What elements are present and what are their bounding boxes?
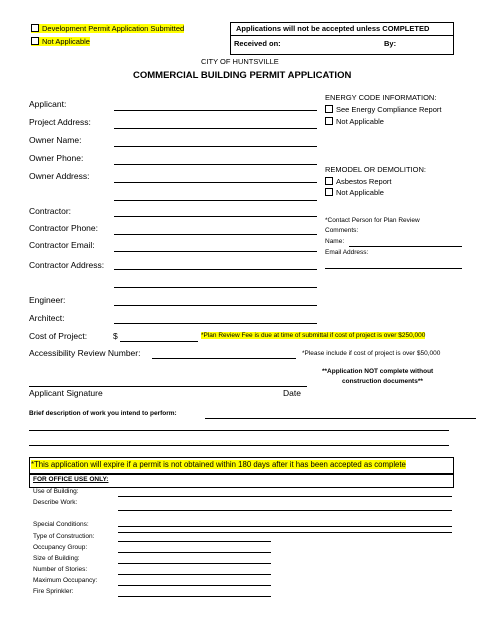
not-applicable-checkbox-row[interactable]: [31, 37, 90, 46]
special-conditions-label: Special Conditions:: [33, 521, 89, 528]
contractor-field[interactable]: [114, 216, 317, 217]
size-of-building-label: Size of Building:: [33, 555, 80, 562]
development-permit-label: Development Permit Application Submitted: [42, 24, 185, 33]
comments-label: Comments:: [325, 227, 359, 234]
occupancy-group-field[interactable]: [118, 552, 271, 553]
contractor-address-field-2[interactable]: [114, 287, 317, 288]
description-line-2[interactable]: [29, 430, 449, 431]
owner-phone-field[interactable]: [114, 164, 317, 165]
dollar-sign: $: [113, 331, 118, 341]
accessibility-label: Accessibility Review Number:: [29, 348, 141, 358]
remodel-option-na[interactable]: Not Applicable: [325, 188, 384, 197]
fire-sprinkler-field[interactable]: [118, 596, 271, 597]
owner-address-label: Owner Address:: [29, 171, 90, 181]
applicant-label: Applicant:: [29, 99, 67, 109]
occupancy-group-label: Occupancy Group:: [33, 544, 88, 551]
remodel-option-asbestos[interactable]: Asbestos Report: [325, 177, 391, 186]
cost-label: Cost of Project:: [29, 331, 88, 341]
project-address-field[interactable]: [114, 128, 317, 129]
type-of-construction-label: Type of Construction:: [33, 533, 95, 540]
not-applicable-label: Not Applicable: [42, 37, 90, 46]
special-conditions-field[interactable]: [118, 532, 452, 533]
energy-option-report[interactable]: See Energy Compliance Report: [325, 105, 441, 114]
plan-review-fee-note: *Plan Review Fee is due at time of submittal if cost of project is over $250,000: [201, 332, 426, 339]
description-field[interactable]: [205, 418, 476, 419]
use-of-building-field[interactable]: [118, 496, 452, 497]
owner-name-field[interactable]: [114, 146, 317, 147]
accessibility-note: *Please include if cost of project is over $50,000: [302, 350, 441, 357]
owner-name-label: Owner Name:: [29, 135, 82, 145]
contact-title: *Contact Person for Plan Review: [325, 217, 420, 224]
project-address-label: Project Address:: [29, 117, 91, 127]
engineer-label: Engineer:: [29, 295, 66, 305]
checkbox-icon[interactable]: [325, 188, 333, 196]
contact-name-field[interactable]: [349, 246, 462, 247]
checkbox-icon[interactable]: [325, 105, 333, 113]
use-of-building-label: Use of Building:: [33, 488, 79, 495]
divider: [230, 35, 453, 36]
size-of-building-field[interactable]: [118, 563, 271, 564]
contractor-email-label: Contractor Email:: [29, 240, 95, 250]
fire-sprinkler-label: Fire Sprinkler:: [33, 588, 74, 595]
development-permit-checkbox-row[interactable]: [31, 24, 184, 33]
contact-email-field[interactable]: [325, 268, 462, 269]
engineer-field[interactable]: [114, 305, 317, 306]
expire-notice: *This application will expire if a permit is not obtained within 180 days after it has been accepted as complete: [31, 460, 406, 469]
describe-work-field-2[interactable]: [118, 526, 452, 527]
completed-notice: Applications will not be accepted unless COMPLETED: [236, 24, 430, 33]
owner-address-field-2[interactable]: [114, 200, 317, 201]
describe-work-label: Describe Work:: [33, 499, 78, 506]
remodel-title: REMODEL OR DEMOLITION:: [325, 165, 426, 174]
checkbox-icon[interactable]: [31, 37, 39, 45]
date-label: Date: [283, 388, 301, 398]
contractor-phone-label: Contractor Phone:: [29, 223, 98, 233]
signature-label: Applicant Signature: [29, 388, 103, 398]
contractor-phone-field[interactable]: [114, 234, 317, 235]
incomplete-notice-2: construction documents**: [342, 378, 423, 385]
contractor-email-field[interactable]: [114, 251, 317, 252]
architect-label: Architect:: [29, 313, 65, 323]
number-of-stories-label: Number of Stories:: [33, 566, 88, 573]
description-label: Brief description of work you intend to perform:: [29, 410, 177, 417]
energy-code-title: ENERGY CODE INFORMATION:: [325, 93, 437, 102]
contractor-label: Contractor:: [29, 206, 72, 216]
city-name: CITY OF HUNTSVILLE: [201, 57, 279, 66]
cost-field[interactable]: [120, 341, 198, 342]
accessibility-field[interactable]: [152, 358, 296, 359]
describe-work-field[interactable]: [118, 510, 452, 511]
incomplete-notice-1: **Application NOT complete without: [322, 368, 434, 375]
contractor-address-label: Contractor Address:: [29, 260, 105, 270]
maximum-occupancy-label: Maximum Occupancy:: [33, 577, 98, 584]
type-of-construction-field[interactable]: [118, 541, 271, 542]
maximum-occupancy-field[interactable]: [118, 585, 271, 586]
signature-field[interactable]: [29, 386, 307, 387]
contractor-address-field[interactable]: [114, 269, 317, 270]
contact-name-label: Name:: [325, 238, 345, 245]
checkbox-icon[interactable]: [325, 117, 333, 125]
contact-email-label: Email Address:: [325, 249, 369, 256]
energy-option-na[interactable]: Not Applicable: [325, 117, 384, 126]
checkbox-icon[interactable]: [31, 24, 39, 32]
received-on-label: Received on:: [234, 39, 281, 48]
page-title: COMMERCIAL BUILDING PERMIT APPLICATION: [133, 70, 352, 81]
description-line-3[interactable]: [29, 445, 449, 446]
by-label: By:: [384, 39, 397, 48]
applicant-field[interactable]: [114, 110, 317, 111]
owner-address-field[interactable]: [114, 182, 317, 183]
architect-field[interactable]: [114, 323, 317, 324]
number-of-stories-field[interactable]: [118, 574, 271, 575]
checkbox-icon[interactable]: [325, 177, 333, 185]
owner-phone-label: Owner Phone:: [29, 153, 84, 163]
office-title: FOR OFFICE USE ONLY:: [33, 476, 109, 483]
